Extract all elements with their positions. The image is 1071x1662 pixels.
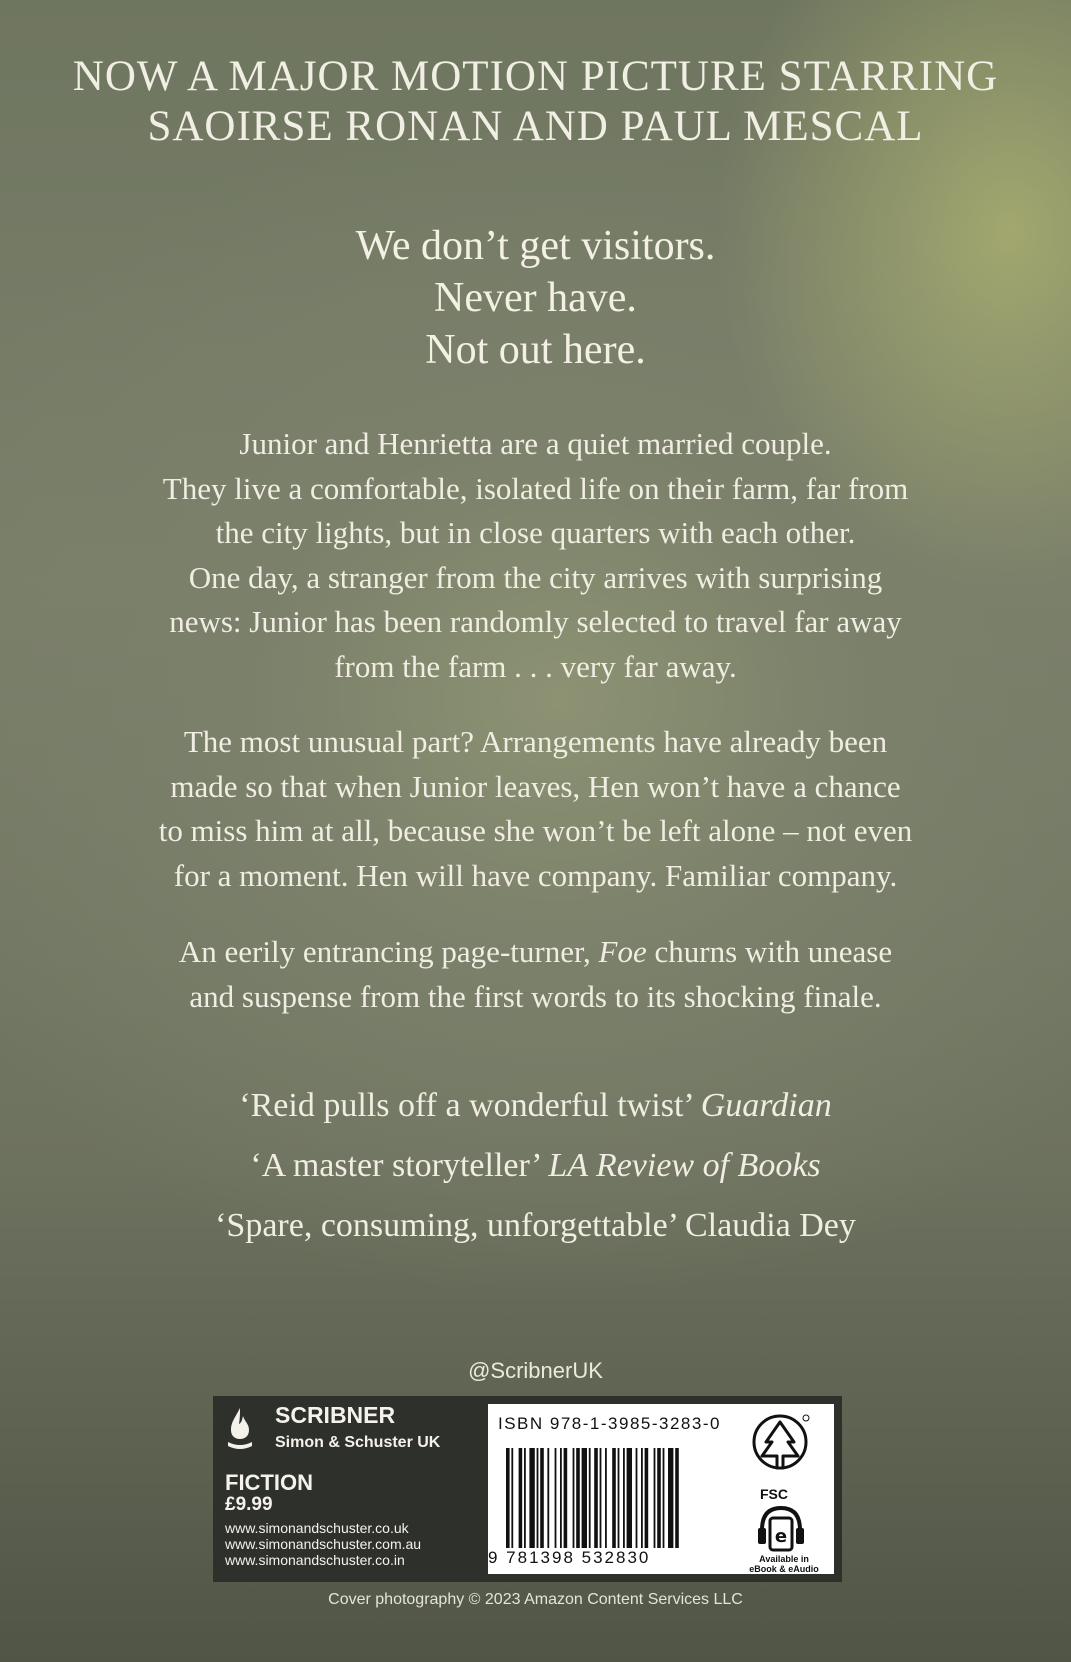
svg-text:e: e [774,1526,788,1547]
review-quote [0,1196,1071,1256]
blurb-paragraph-1 [90,422,981,689]
barcode-image [506,1448,728,1548]
publisher-info [213,1396,488,1582]
review-quotes [0,1076,1071,1256]
blurb-text: An eerily entrancing page-turner, [178,934,599,969]
fsc-label: FSC [760,1486,788,1502]
blurb-text: churns with unease [646,934,893,969]
review-quote [0,1076,1071,1136]
blurb-line: One day, a stranger from the city arrives with surprising [188,559,883,595]
book-title: Foe [598,934,647,969]
isbn-label: ISBN 978-1-3985-3283-0 [498,1414,721,1433]
intro-line: Never have. [434,275,637,321]
imprint-name: SCRIBNER [275,1402,396,1428]
publisher-url: www.simonandschuster.co.uk [225,1520,409,1536]
photo-credit: Cover photography © 2023 Amazon Content Services LLC [328,1591,743,1608]
tagline-line: SAOIRSE RONAN AND PAUL MESCAL [147,103,924,150]
fsc-tree-icon [750,1412,810,1492]
social-handle: @ScribnerUK [468,1358,603,1383]
blurb-paragraph-3 [90,930,981,1019]
publisher-url: www.simonandschuster.co.in [225,1552,405,1568]
blurb-line: from the farm . . . very far away. [334,648,737,684]
blurb-line [90,930,981,975]
quote-text: ‘Reid pulls off a wonderful twist’ [239,1087,693,1124]
blurb-line: the city lights, but in close quarters with each other. [215,515,856,550]
blurb-line: to miss him at all, because she won’t be left alone – not even [158,813,913,848]
publisher-url: www.simonandschuster.com.au [225,1536,422,1552]
blurb-line: made so that when Junior leaves, Hen won’t have a chance [170,768,901,804]
publisher-urls [225,1520,421,1568]
quote-text: ‘A master storyteller’ [250,1147,540,1184]
price-label: £9.99 [225,1494,273,1515]
ebook-audio-icon [756,1504,806,1554]
tagline-line: NOW A MAJOR MOTION PICTURE STARRING [72,53,999,100]
review-quote [0,1136,1071,1196]
tagline [0,52,1071,152]
blurb-line: Junior and Henrietta are a quiet married couple. [239,426,832,461]
blurb-line: They live a comfortable, isolated life on their farm, far from [162,470,909,506]
ebook-label-line: eBook & eAudio [749,1564,819,1574]
intro-line: We don’t get visitors. [355,223,716,269]
ebook-label-line: Available in [759,1554,809,1564]
quote-source: Claudia Dey [684,1207,856,1244]
barcode-digits: 9 781398 532830 [488,1548,651,1567]
intro-line: Not out here. [425,327,646,373]
barcode-box [488,1404,834,1574]
blurb-paragraph-2 [90,720,981,898]
publisher-panel [213,1396,842,1582]
intro-lines [0,220,1071,376]
quote-source: Guardian [700,1087,832,1124]
quote-text: ‘Spare, consuming, unforgettable’ [215,1207,677,1244]
genre-label: FICTION [225,1470,313,1495]
blurb-line: for a moment. Hen will have company. Familiar company. [173,857,898,893]
blurb-line: news: Junior has been randomly selected to travel far away [169,604,902,639]
quote-source: LA Review of Books [548,1147,821,1184]
blurb-line: and suspense from the first words to its shocking finale. [189,978,882,1014]
flame-icon [225,1406,255,1452]
publisher-name: Simon & Schuster UK [275,1434,441,1451]
ebook-availability [738,1554,830,1574]
blurb-line: The most unusual part? Arrangements have already been [183,724,888,759]
